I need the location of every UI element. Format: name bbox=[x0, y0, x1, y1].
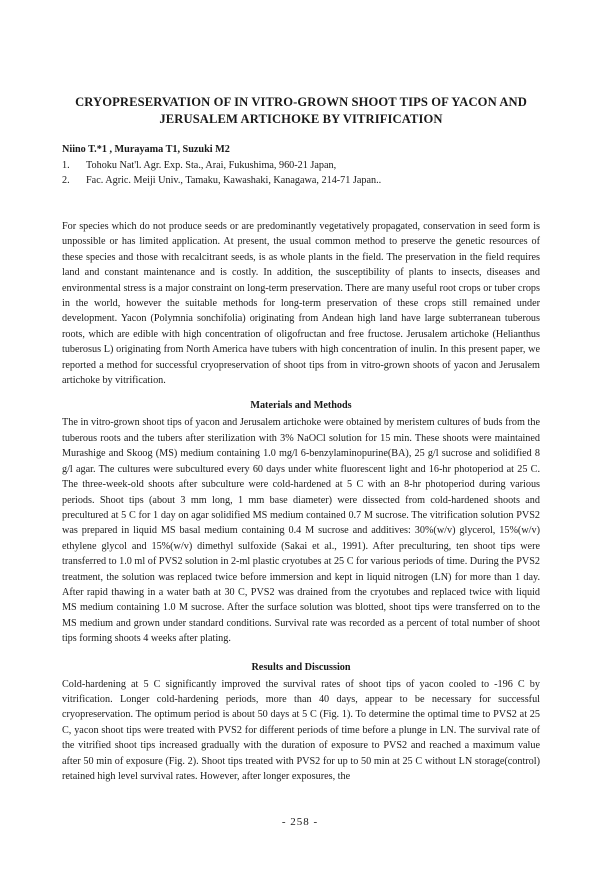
affiliation-number: 2. bbox=[62, 175, 70, 186]
affiliation-number: 1. bbox=[62, 160, 70, 171]
results-paragraph: Cold-hardening at 5 C significantly improved the survival rates of shoot tips of yacon cooled to -196 C by vitrification. Longer cold-hardening periods, more than 40 days, appear to be necessary for successful cryopreservation. The optimum period is about 50 days at 5 C (Fig. 1). To determine the optimal time to PVS2 at 25 C, yacon shoot tips were treated with PVS2 for different periods of time before a plunge in LN. The survival rate of the vitrified shoot tips increased gradually with the duration of exposure to PVS2 and reached a maximum value after 50 min of exposure (Fig. 2). Shoot tips treated with PVS2 for up to 50 min at 25 C without LN storage(control) retained high level survival rates. However, after longer exposures, the bbox=[62, 678, 540, 782]
page-number: - 258 - bbox=[281, 816, 319, 828]
introduction-paragraph: For species which do not produce seeds or are predominantly vegetatively propagated, conservation in seed form is unpossible or has limited application. At present, the usual common method to preserve the genetic resources of these species and those with recalcitrant seeds, is as whole plants in the field. The preservation in the field requires land and constant maintenance and is costly. In addition, the susceptibility of plants to insects, diseases and environmental stress is a major constraint on long-term preservation. There are many useful root crops or tuber crops in the world, however the suitable methods for long-term preservation of these crops still remained under development. Yacon (Polymnia sonchifolia) originating from Andean high land have large subterranean tuberous roots, which are edible with high concentration of oligofructan and free fructose. Jerusalem artichoke (Helianthus tuberosus L) originating from North America have tubers with high concentration of inulin. In this present paper, we reported a method for successful cryopreservation of shoot tips from in vitro-grown shoots of yacon and Jerusalem artichoke by vitrification. bbox=[62, 221, 540, 387]
affiliation-1 bbox=[62, 158, 540, 173]
results-heading: Results and Discussion bbox=[251, 661, 351, 673]
title-line-2: JERUSALEM ARTICHOKE BY VITRIFICATION bbox=[159, 112, 443, 126]
methods-heading: Materials and Methods bbox=[250, 400, 352, 412]
title-line-1: CRYOPRESERVATION OF IN VITRO-GROWN SHOOT TIPS OF YACON AND bbox=[75, 95, 527, 109]
affiliation-text: Tohoku Nat'l. Agr. Exp. Sta., Arai, Fukushima, 960-21 Japan, bbox=[86, 160, 337, 171]
affiliation-text: Fac. Agric. Meiji Univ., Tamaku, Kawashaki, Kanagawa, 214-71 Japan.. bbox=[86, 175, 382, 186]
methods-paragraph: The in vitro-grown shoot tips of yacon and Jerusalem artichoke were obtained by meristem cultures of buds from the tuberous roots and the tubers after sterilization with 3% NaOCl solution for 15 min. These shoots were maintained Murashige and Skoog (MS) medium containing 1.0 mg/l 6-benzylaminopurine(BA), 25 g/l sucrose and solidified 8 g/l agar. The cultures were subcultured every 60 days under white fluorescent light and 16-hr photoperiod at 25 C. The three-week-old shoots after subculture were cold-hardened at 5 C with an 8-hr photoperiod during various periods. Shoot tips (about 3 mm long, 1 mm base diameter) were dissected from cold-hardened shoots and precultured at 5 C for 1 day on agar solidified MS medium contained 0.7 M sucrose. The vitrification solution PVS2 was prepared in liquid MS basal medium containing 0.4 M sucrose and additives: 30%(w/v) glycerol, 15%(w/v) ethylene glycol and 15%(w/v) dimethyl sulfoxide (Sakai et al., 1991). After preculturing, ten shoot tips were transferred to 1.0 ml of PVS2 solution in 2-ml plastic cryotubes at 25 C for various periods of time. During the PVS2 treatment, the solution was replaced twice before immersion and kept in liquid nitrogen (LN) for more than 1 day. After rapid thawing in a water bath at 30 C, PVS2 was drained from the cryotubes and replaced twice with liquid MS medium containing 1.0 M sucrose. After the surface solution was blotted, shoot tips were transferred on to the MS medium and grown under standard conditions. Survival rate was recorded as a percent of total number of shoot tips forming shoots 4 weeks after plating. bbox=[62, 417, 540, 645]
paper-title bbox=[62, 94, 540, 128]
author-list: Niino T.*1 , Murayama T1, Suzuki M2 bbox=[62, 144, 230, 155]
affiliation-2 bbox=[62, 173, 540, 188]
